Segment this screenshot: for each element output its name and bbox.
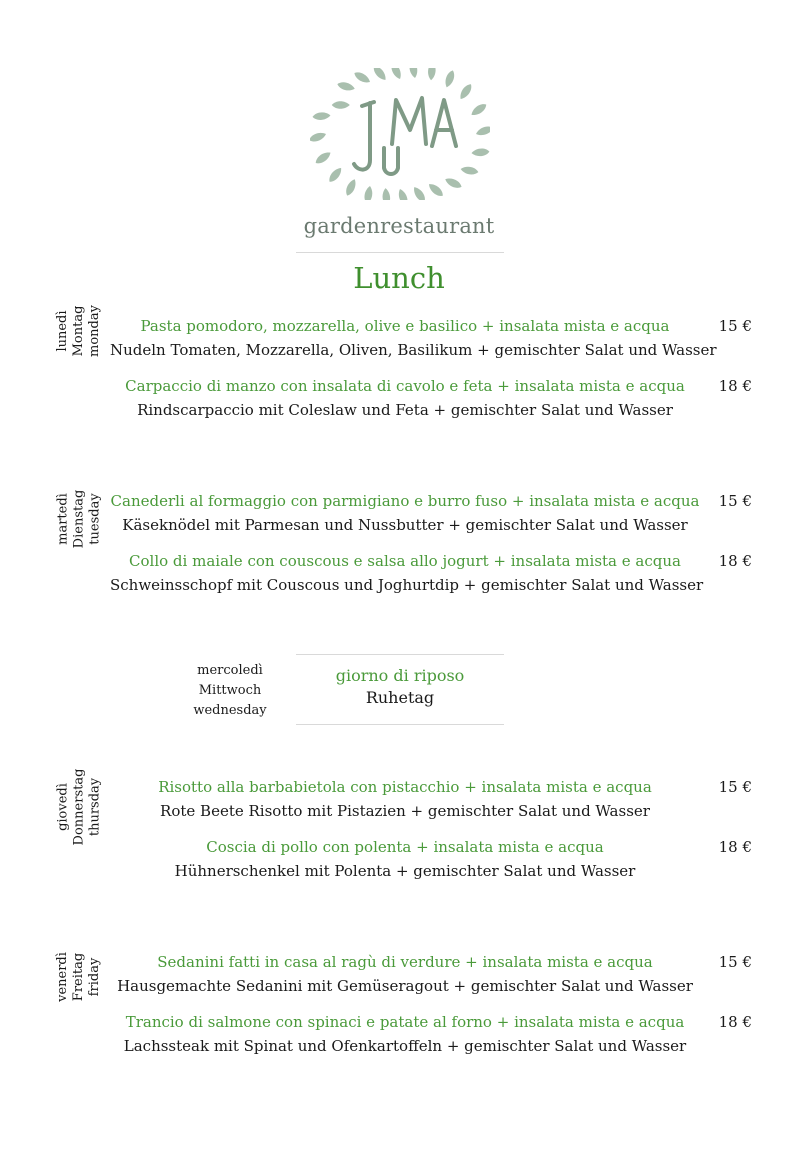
dish-italian: Sedanini fatti in casa al ragù di verdure + insalata mista e acqua <box>157 953 653 971</box>
dish-german: Rindscarpaccio mit Coleslaw und Feta + gemischter Salat und Wasser <box>137 401 673 419</box>
day-label-monday: lunedì Montag monday <box>54 305 102 357</box>
header-divider <box>296 252 504 253</box>
dish-italian: Trancio di salmone con spinaci e patate al forno + insalata mista e acqua <box>125 1013 685 1031</box>
dish-german: Rote Beete Risotto mit Pistazien + gemischter Salat und Wasser <box>160 802 650 820</box>
dish-item <box>110 777 700 821</box>
dish-item <box>110 837 700 881</box>
dish-price: 18 € <box>718 1013 752 1031</box>
day-label-wednesday: mercoledì Mittwoch wednesday <box>193 663 267 718</box>
dish-price: 15 € <box>718 953 752 971</box>
dish-german: Nudeln Tomaten, Mozzarella, Oliven, Basilikum + gemischter Salat und Wasser <box>110 341 717 359</box>
dish-item <box>110 316 717 360</box>
closed-divider-bottom <box>296 724 504 725</box>
dish-italian: Coscia di pollo con polenta + insalata mista e acqua <box>206 838 604 856</box>
dish-item <box>110 491 700 535</box>
dish-price: 18 € <box>718 377 752 395</box>
juma-logo <box>310 68 490 200</box>
dish-italian: Carpaccio di manzo con insalata di cavolo e feta + insalata mista e acqua <box>125 377 685 395</box>
closed-divider-top <box>296 654 504 655</box>
dish-german: Hühnerschenkel mit Polenta + gemischter Salat und Wasser <box>174 862 636 880</box>
closed-day-note <box>296 666 504 708</box>
wreath-leaves <box>310 68 490 200</box>
day-label-friday: venerdì Freitag friday <box>55 952 102 1002</box>
dish-italian: Collo di maiale con couscous e salsa allo jogurt + insalata mista e acqua <box>129 552 681 570</box>
dish-item <box>110 952 700 996</box>
dish-price: 18 € <box>718 838 752 856</box>
dish-german: Käseknödel mit Parmesan und Nussbutter + gemischter Salat und Wasser <box>122 516 688 534</box>
dish-price: 15 € <box>718 492 752 510</box>
dish-item <box>110 551 704 595</box>
dish-price: 15 € <box>718 317 752 335</box>
dish-italian: Pasta pomodoro, mozzarella, olive e basilico + insalata mista e acqua <box>140 317 670 335</box>
dish-german: Schweinsschopf mit Couscous und Joghurtdip + gemischter Salat und Wasser <box>110 576 704 594</box>
day-label-thursday: giovedì Donnerstag thursday <box>55 768 102 846</box>
dish-italian: Risotto alla barbabietola con pistacchio + insalata mista e acqua <box>158 778 652 796</box>
closed-italian: giorno di riposo <box>335 666 465 685</box>
dish-item <box>110 1012 700 1056</box>
menu-title: Lunch <box>353 261 445 295</box>
dish-price: 18 € <box>718 552 752 570</box>
dish-german: Lachssteak mit Spinat und Ofenkartoffeln + gemischter Salat und Wasser <box>123 1037 687 1055</box>
dish-price: 15 € <box>718 778 752 796</box>
dish-item <box>110 376 700 420</box>
day-label-tuesday: martedì Dienstag tuesday <box>55 489 102 549</box>
closed-german: Ruhetag <box>365 688 435 707</box>
dish-italian: Canederli al formaggio con parmigiano e burro fuso + insalata mista e acqua <box>110 492 700 510</box>
logo-letters <box>354 98 456 174</box>
dish-german: Hausgemachte Sedanini mit Gemüseragout + gemischter Salat und Wasser <box>117 977 693 995</box>
restaurant-subtitle: gardenrestaurant <box>303 214 495 238</box>
